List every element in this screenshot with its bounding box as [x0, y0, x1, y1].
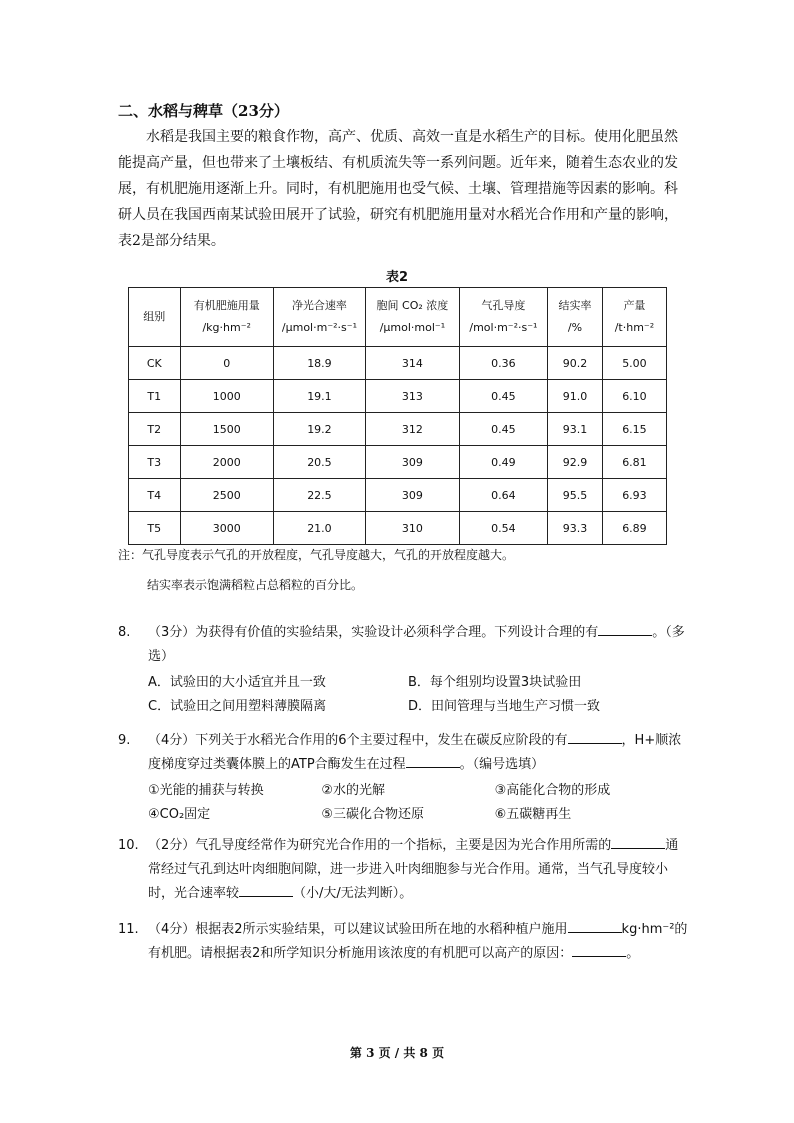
answer-blank[interactable] — [572, 942, 626, 957]
table-caption: 表2 — [386, 270, 409, 285]
table-header-row — [129, 288, 667, 347]
cell: 3000 — [180, 512, 273, 545]
question-number: 8. — [118, 625, 131, 640]
cell: 0.54 — [459, 512, 547, 545]
option-c: C．试验田之间用塑料薄膜隔离 — [148, 699, 327, 714]
question-text: kg·hm⁻²的有机肥。请根据表2和所学知识分析施用该浓度的有机肥可以高产的原因： — [148, 922, 688, 961]
cell: 18.9 — [273, 347, 365, 380]
cell: 5.00 — [602, 347, 666, 380]
cell: 20.5 — [273, 446, 365, 479]
question-9 — [118, 729, 688, 827]
question-11 — [118, 918, 688, 966]
cell: T1 — [129, 380, 181, 413]
cell: 0.45 — [459, 413, 547, 446]
cell: 6.93 — [602, 479, 666, 512]
cell: 93.3 — [548, 512, 603, 545]
question-text: 。（编号选填） — [459, 757, 545, 772]
table-row — [129, 347, 667, 380]
cell: 22.5 — [273, 479, 365, 512]
question-number: 10. — [118, 838, 139, 853]
cell: 310 — [366, 512, 460, 545]
header-yield: 产量 /t·hm⁻² — [602, 288, 666, 347]
note-line-1: 注：气孔导度表示气孔的开放程度，气孔导度越大，气孔的开放程度越大。 — [118, 548, 515, 562]
answer-blank[interactable] — [598, 621, 652, 636]
cell: 6.10 — [602, 380, 666, 413]
cell: 0.49 — [459, 446, 547, 479]
answer-blank[interactable] — [611, 834, 665, 849]
header-co2: 胞间 CO₂ 浓度 /μmol·mol⁻¹ — [366, 288, 460, 347]
cell: 91.0 — [548, 380, 603, 413]
cell: 0.36 — [459, 347, 547, 380]
cell: 2500 — [180, 479, 273, 512]
question-text: （4分）下列关于水稻光合作用的6个主要过程中，发生在碳反应阶段的有 — [148, 733, 568, 748]
cell: 2000 — [180, 446, 273, 479]
note-line-2: 结实率表示饱满稻粒占总稻粒的百分比。 — [147, 578, 364, 592]
cell: 19.1 — [273, 380, 365, 413]
answer-blank[interactable] — [406, 753, 460, 768]
question-text: ，H+顺浓度梯度穿过类囊体膜上的ATP合酶发生在过程 — [148, 733, 682, 772]
cell: 0 — [180, 347, 273, 380]
cell: 0.45 — [459, 380, 547, 413]
question-10 — [118, 834, 688, 906]
header-photosynthesis-rate: 净光合速率 /μmol·m⁻²·s⁻¹ — [273, 288, 365, 347]
option-a: A．试验田的大小适宜并且一致 — [148, 675, 326, 690]
answer-blank[interactable] — [568, 918, 622, 933]
question-text: （3分）为获得有价值的实验结果，实验设计必须科学合理。下列设计合理的有 — [148, 625, 599, 640]
table-row — [129, 446, 667, 479]
intro-text: 水稻是我国主要的粮食作物，高产、优质、高效一直是水稻生产的目标。使用化肥虽然能提高产量，但也带来了土壤板结、有机质流失等一系列问题。近年来，随着生态农业的发展，有机肥施用逐渐上升。同时，有机肥施用也受气候、土壤、管理措施等因素的影响。科研人员在我国西南某试验田展开了试验，研究有机肥施用量对水稻光合作用和产量的影响，表2是部分结果。 — [118, 129, 678, 249]
cell: T5 — [129, 512, 181, 545]
question-8 — [118, 621, 688, 719]
cell: 314 — [366, 347, 460, 380]
cell: CK — [129, 347, 181, 380]
page-footer: 第 3 页 / 共 8 页 — [349, 1046, 445, 1060]
question-text: （小/大/无法判断）。 — [293, 886, 413, 901]
cell: 6.89 — [602, 512, 666, 545]
cell: 21.0 — [273, 512, 365, 545]
table-notes — [118, 540, 514, 600]
cell: 1500 — [180, 413, 273, 446]
cell: 6.15 — [602, 413, 666, 446]
question-number: 11. — [118, 922, 139, 937]
header-stomatal-conductance: 气孔导度 /mol·m⁻²·s⁻¹ — [459, 288, 547, 347]
question-number: 9. — [118, 733, 131, 748]
process-5: ⑤三碳化合物还原 — [321, 807, 424, 822]
cell: T2 — [129, 413, 181, 446]
process-2: ②水的光解 — [321, 783, 385, 798]
section-title: 二、水稻与稗草（23分） — [118, 102, 289, 120]
header-seed-setting: 结实率 /% — [548, 288, 603, 347]
answer-blank[interactable] — [239, 882, 293, 897]
cell: 93.1 — [548, 413, 603, 446]
cell: 95.5 — [548, 479, 603, 512]
answer-blank[interactable] — [568, 729, 622, 744]
question-text: 。 — [626, 946, 640, 961]
cell: 19.2 — [273, 413, 365, 446]
cell: T4 — [129, 479, 181, 512]
question-text: （4分）根据表2所示实验结果，可以建议试验田所在地的水稻种植户施用 — [148, 922, 568, 937]
table-row — [129, 380, 667, 413]
process-4: ④CO₂固定 — [148, 807, 211, 822]
process-6: ⑥五碳糖再生 — [494, 807, 572, 822]
question-text: （2分）气孔导度经常作为研究光合作用的一个指标，主要是因为光合作用所需的 — [148, 838, 612, 853]
header-group: 组别 — [129, 288, 181, 347]
process-1: ①光能的捕获与转换 — [148, 783, 264, 798]
table-row — [129, 479, 667, 512]
process-3: ③高能化合物的形成 — [494, 783, 611, 798]
cell: 0.64 — [459, 479, 547, 512]
intro-paragraph — [118, 124, 688, 254]
cell: 309 — [366, 446, 460, 479]
header-fertilizer: 有机肥施用量 /kg·hm⁻² — [180, 288, 273, 347]
results-table — [128, 287, 667, 545]
cell: 312 — [366, 413, 460, 446]
question-text: 通常经过气孔到达叶肉细胞间隙，进一步进入叶肉细胞参与光合作用。通常，当气孔导度较小时，光合速率较 — [148, 838, 679, 901]
cell: 1000 — [180, 380, 273, 413]
cell: T3 — [129, 446, 181, 479]
option-b: B．每个组别均设置3块试验田 — [408, 675, 582, 690]
cell: 309 — [366, 479, 460, 512]
cell: 90.2 — [548, 347, 603, 380]
option-d: D．田间管理与当地生产习惯一致 — [408, 699, 601, 714]
cell: 313 — [366, 380, 460, 413]
question-text: 。（多选） — [148, 625, 685, 664]
cell: 6.81 — [602, 446, 666, 479]
cell: 92.9 — [548, 446, 603, 479]
table-row — [129, 413, 667, 446]
